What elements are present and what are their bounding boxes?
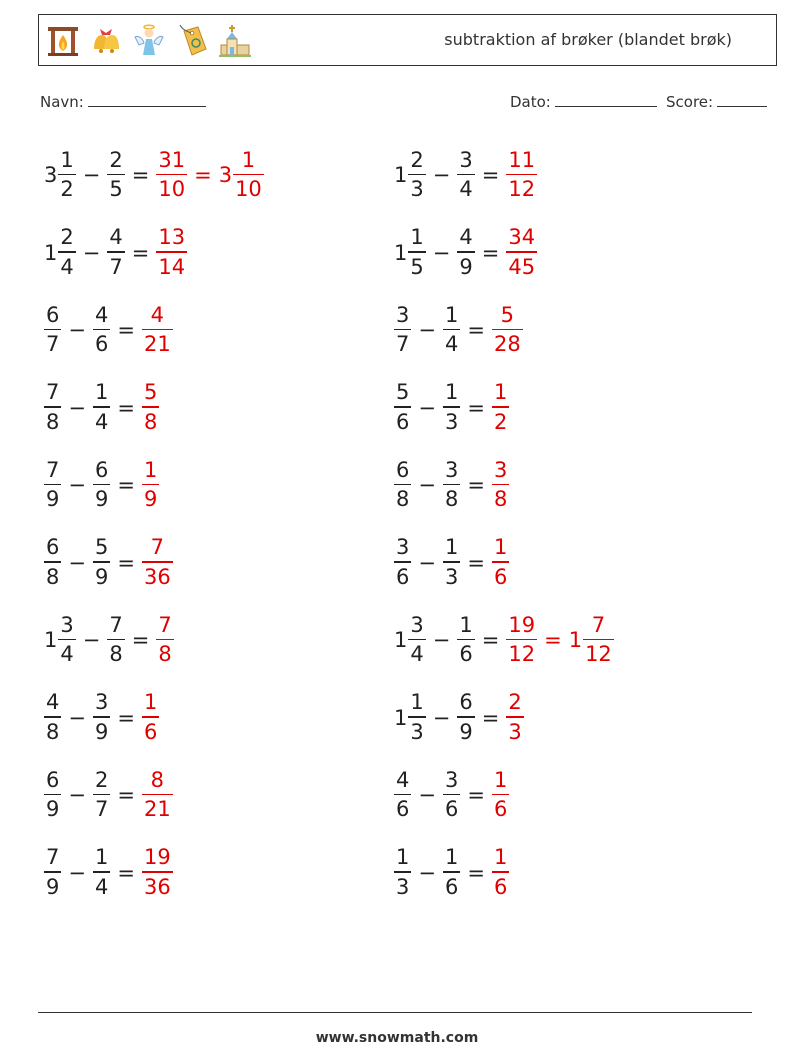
subtrahend-fraction	[443, 767, 460, 822]
subtrahend-fraction	[93, 382, 110, 433]
whole-number: 1	[394, 628, 408, 652]
denominator: 4	[410, 642, 424, 667]
problem-item	[44, 610, 174, 670]
denominator: 3	[508, 719, 522, 744]
equals-sign: =	[467, 860, 485, 885]
minuend-fraction	[408, 692, 425, 743]
whole-number: 1	[44, 628, 58, 652]
minuend-fraction	[44, 457, 61, 512]
numerator: 6	[46, 767, 60, 792]
minus-sign: −	[82, 240, 101, 265]
numerator: 7	[109, 612, 123, 637]
footer-url: www.snowmath.com	[315, 1030, 479, 1046]
denominator: 4	[94, 409, 109, 434]
subtrahend-fraction	[93, 767, 110, 822]
equals-sign: =	[467, 395, 485, 420]
denominator: 10	[158, 177, 186, 202]
subtrahend-fraction	[457, 612, 474, 667]
problem-item	[44, 378, 159, 438]
whole-number: 1	[394, 240, 408, 265]
numerator: 2	[94, 767, 109, 792]
answer-fraction	[142, 847, 173, 898]
answer-fraction	[156, 227, 187, 278]
score-line[interactable]	[717, 92, 767, 107]
denominator: 7	[46, 332, 60, 357]
equals-sign: =	[194, 163, 212, 187]
worksheet-header	[38, 14, 777, 66]
problem-item	[394, 533, 509, 593]
equals-sign: =	[117, 860, 135, 885]
numerator: 3	[444, 457, 459, 482]
numerator: 1	[143, 690, 158, 715]
subtrahend-fraction	[457, 147, 474, 202]
subtrahend-fraction	[93, 692, 110, 743]
bells-icon	[88, 23, 124, 59]
whole-number: 1	[568, 628, 583, 652]
answer-fraction	[492, 767, 509, 822]
equals-sign: =	[131, 628, 150, 652]
denominator: 9	[46, 797, 60, 822]
numerator: 1	[444, 380, 459, 405]
equals-sign: =	[467, 550, 485, 575]
answer-fraction	[142, 692, 159, 743]
numerator: 19	[143, 845, 171, 870]
angel-icon	[131, 23, 167, 59]
numerator: 6	[46, 302, 60, 327]
numerator: 5	[143, 380, 158, 405]
numerator: 1	[493, 767, 508, 792]
numerator: 1	[396, 845, 410, 870]
subtrahend-fraction	[443, 537, 460, 588]
minuend-fraction	[58, 147, 75, 202]
minuend-fraction	[394, 382, 411, 433]
denominator: 6	[459, 642, 473, 667]
name-field[interactable]	[40, 92, 206, 111]
subtrahend-fraction	[93, 537, 110, 588]
minuend-fraction	[408, 147, 425, 202]
numerator: 11	[508, 147, 536, 172]
numerator: 4	[150, 302, 165, 327]
equals-sign: =	[481, 240, 500, 265]
minus-sign: −	[418, 473, 436, 497]
numerator: 1	[444, 535, 459, 560]
answer-fraction	[492, 537, 509, 588]
whole-number: 3	[218, 163, 233, 187]
answer-mixed-fraction	[583, 612, 614, 667]
minus-sign: −	[68, 395, 86, 420]
problem-item	[394, 688, 524, 748]
minuend-fraction	[58, 227, 75, 278]
problem-item	[394, 300, 523, 360]
minus-sign: −	[418, 783, 436, 807]
minus-sign: −	[432, 705, 451, 730]
numerator: 7	[150, 535, 165, 560]
denominator: 4	[444, 332, 459, 357]
problem-item	[44, 145, 264, 205]
numerator: 3	[410, 612, 424, 637]
denominator: 6	[493, 564, 508, 589]
denominator: 9	[94, 719, 109, 744]
denominator: 12	[508, 177, 536, 202]
problem-item	[394, 610, 614, 670]
subtrahend-fraction	[93, 457, 110, 512]
score-label: Score:	[666, 93, 714, 111]
minus-sign: −	[68, 473, 86, 497]
denominator: 6	[444, 797, 459, 822]
denominator: 3	[444, 564, 459, 589]
denominator: 4	[60, 254, 74, 279]
numerator: 1	[241, 147, 256, 172]
numerator: 6	[396, 457, 410, 482]
denominator: 7	[109, 254, 123, 279]
answer-fraction	[492, 302, 523, 357]
denominator: 8	[444, 487, 459, 512]
answer-mixed-number	[568, 612, 614, 667]
numerator: 4	[109, 225, 123, 250]
numerator: 31	[158, 147, 186, 172]
date-field[interactable]	[510, 92, 657, 111]
denominator: 3	[410, 177, 424, 202]
numerator: 7	[46, 380, 60, 405]
denominator: 6	[94, 332, 109, 357]
problem-item	[44, 765, 173, 825]
denominator: 6	[444, 874, 459, 899]
answer-fraction	[492, 382, 509, 433]
score-field[interactable]	[666, 92, 767, 111]
problem-item	[44, 455, 159, 515]
minuend-fraction	[44, 767, 61, 822]
problem-item	[44, 300, 173, 360]
denominator: 6	[493, 797, 508, 822]
denominator: 6	[396, 409, 410, 434]
denominator: 12	[585, 642, 612, 667]
answer-fraction	[156, 612, 173, 667]
numerator: 3	[60, 612, 74, 637]
denominator: 4	[94, 874, 109, 899]
denominator: 6	[396, 564, 410, 589]
denominator: 8	[109, 642, 123, 667]
answer-fraction	[506, 147, 537, 202]
numerator: 2	[410, 147, 424, 172]
answer-fraction	[142, 302, 173, 357]
worksheet-title: subtraktion af brøker (blandet brøk)	[444, 30, 732, 49]
subtrahend-fraction	[107, 227, 124, 278]
answer-fraction	[506, 612, 537, 667]
numerator: 6	[459, 690, 473, 715]
denominator: 45	[508, 254, 536, 279]
denominator: 8	[46, 409, 60, 434]
denominator: 8	[46, 719, 60, 744]
numerator: 5	[396, 380, 410, 405]
denominator: 5	[109, 177, 123, 202]
numerator: 7	[158, 612, 172, 637]
subtrahend-fraction	[443, 457, 460, 512]
denominator: 9	[94, 564, 109, 589]
numerator: 34	[508, 225, 536, 250]
numerator: 1	[410, 225, 424, 250]
equals-sign: =	[481, 628, 500, 652]
numerator: 3	[94, 690, 109, 715]
denominator: 28	[493, 332, 521, 357]
minus-sign: −	[68, 550, 86, 575]
denominator: 8	[46, 564, 60, 589]
numerator: 6	[94, 457, 109, 482]
equals-sign: =	[467, 318, 485, 342]
numerator: 19	[508, 612, 536, 637]
numerator: 4	[459, 225, 473, 250]
minus-sign: −	[418, 395, 436, 420]
equals-sign: =	[481, 705, 500, 730]
date-line[interactable]	[555, 92, 657, 107]
problem-item	[44, 533, 173, 593]
minuend-fraction	[394, 767, 411, 822]
numerator: 1	[459, 612, 473, 637]
answer-fraction	[506, 692, 523, 743]
subtrahend-fraction	[443, 302, 460, 357]
problem-item	[394, 765, 509, 825]
minus-sign: −	[68, 318, 86, 342]
name-label: Navn:	[40, 93, 84, 111]
answer-fraction	[142, 382, 159, 433]
answer-mixed-number	[218, 147, 264, 202]
equals-sign: =	[117, 705, 135, 730]
answer-fraction	[492, 847, 509, 898]
denominator: 2	[60, 177, 74, 202]
minuend-fraction	[394, 302, 411, 357]
denominator: 9	[46, 487, 60, 512]
subtrahend-fraction	[107, 612, 124, 667]
fireplace-icon	[45, 23, 81, 59]
minuend-fraction	[394, 537, 411, 588]
denominator: 10	[235, 177, 262, 202]
problem-item	[394, 378, 509, 438]
problem-item	[394, 455, 509, 515]
equals-sign: =	[467, 783, 485, 807]
numerator: 6	[46, 535, 60, 560]
numerator: 2	[109, 147, 123, 172]
equals-sign: =	[467, 473, 485, 497]
denominator: 7	[396, 332, 410, 357]
numerator: 7	[46, 457, 60, 482]
denominator: 6	[143, 719, 158, 744]
denominator: 9	[459, 254, 473, 279]
denominator: 14	[158, 254, 186, 279]
denominator: 8	[143, 409, 158, 434]
gift-tag-icon	[174, 23, 210, 59]
denominator: 7	[94, 797, 109, 822]
denominator: 6	[493, 874, 508, 899]
minus-sign: −	[418, 550, 436, 575]
minus-sign: −	[418, 860, 436, 885]
equals-sign: =	[117, 473, 135, 497]
answer-fraction	[142, 457, 159, 512]
denominator: 9	[459, 719, 473, 744]
numerator: 7	[46, 845, 60, 870]
denominator: 36	[143, 564, 171, 589]
numerator: 3	[396, 302, 410, 327]
numerator: 3	[444, 767, 459, 792]
minuend-fraction	[44, 847, 61, 898]
subtrahend-fraction	[93, 302, 110, 357]
equals-sign: =	[131, 240, 150, 265]
equals-sign: =	[131, 163, 150, 187]
denominator: 5	[410, 254, 424, 279]
denominator: 12	[508, 642, 536, 667]
numerator: 3	[459, 147, 473, 172]
numerator: 1	[60, 147, 74, 172]
whole-number: 3	[44, 163, 58, 187]
minuend-fraction	[394, 457, 411, 512]
denominator: 3	[396, 874, 410, 899]
equals-sign: =	[117, 550, 135, 575]
denominator: 6	[396, 797, 410, 822]
problem-item	[394, 145, 537, 205]
denominator: 9	[94, 487, 109, 512]
denominator: 21	[143, 332, 171, 357]
minus-sign: −	[82, 628, 101, 652]
numerator: 1	[444, 845, 459, 870]
equals-sign: =	[544, 628, 562, 652]
equals-sign: =	[481, 163, 500, 187]
equals-sign: =	[117, 395, 135, 420]
numerator: 7	[591, 612, 606, 637]
numerator: 2	[60, 225, 74, 250]
subtrahend-fraction	[443, 382, 460, 433]
minuend-fraction	[58, 612, 75, 667]
date-label: Dato:	[510, 93, 551, 111]
church-icon	[217, 23, 253, 59]
numerator: 1	[143, 457, 158, 482]
denominator: 2	[493, 409, 508, 434]
minuend-fraction	[408, 227, 425, 278]
problem-item	[394, 223, 537, 283]
numerator: 13	[158, 225, 186, 250]
minus-sign: −	[82, 163, 101, 187]
subtrahend-fraction	[93, 847, 110, 898]
numerator: 1	[493, 845, 508, 870]
numerator: 1	[410, 690, 424, 715]
minus-sign: −	[68, 705, 86, 730]
equals-sign: =	[117, 318, 135, 342]
name-line[interactable]	[88, 92, 206, 107]
denominator: 3	[444, 409, 459, 434]
minus-sign: −	[418, 318, 436, 342]
minuend-fraction	[44, 302, 61, 357]
denominator: 36	[143, 874, 171, 899]
numerator: 1	[94, 380, 109, 405]
subtrahend-fraction	[457, 692, 474, 743]
minus-sign: −	[432, 628, 451, 652]
answer-fraction	[506, 227, 537, 278]
answer-mixed-fraction	[233, 147, 264, 202]
denominator: 4	[60, 642, 74, 667]
subtrahend-fraction	[107, 147, 124, 202]
problem-item	[44, 843, 173, 903]
denominator: 21	[143, 797, 171, 822]
problem-item	[394, 843, 509, 903]
equals-sign: =	[117, 783, 135, 807]
whole-number: 1	[44, 240, 58, 265]
numerator: 4	[94, 302, 109, 327]
whole-number: 1	[394, 705, 408, 730]
answer-fraction	[492, 457, 509, 512]
denominator: 4	[459, 177, 473, 202]
numerator: 8	[150, 767, 165, 792]
numerator: 3	[396, 535, 410, 560]
denominator: 9	[46, 874, 60, 899]
numerator: 3	[493, 457, 508, 482]
problem-item	[44, 223, 187, 283]
numerator: 4	[396, 767, 410, 792]
numerator: 5	[94, 535, 109, 560]
subtrahend-fraction	[443, 847, 460, 898]
denominator: 8	[158, 642, 172, 667]
numerator: 5	[500, 302, 515, 327]
numerator: 4	[46, 690, 60, 715]
minus-sign: −	[432, 163, 451, 187]
answer-fraction	[156, 147, 187, 202]
denominator: 9	[143, 487, 158, 512]
problem-item	[44, 688, 159, 748]
answer-fraction	[142, 767, 173, 822]
minus-sign: −	[68, 860, 86, 885]
minus-sign: −	[432, 240, 451, 265]
numerator: 2	[508, 690, 522, 715]
numerator: 1	[444, 302, 459, 327]
denominator: 8	[493, 487, 508, 512]
numerator: 1	[94, 845, 109, 870]
minuend-fraction	[44, 537, 61, 588]
minuend-fraction	[408, 612, 425, 667]
minus-sign: −	[68, 783, 86, 807]
answer-fraction	[142, 537, 173, 588]
numerator: 1	[493, 380, 508, 405]
whole-number: 1	[394, 163, 408, 187]
numerator: 1	[493, 535, 508, 560]
subtrahend-fraction	[457, 227, 474, 278]
footer-divider	[38, 1012, 752, 1013]
minuend-fraction	[394, 847, 411, 898]
denominator: 8	[396, 487, 410, 512]
header-icons	[45, 23, 253, 59]
minuend-fraction	[44, 382, 61, 433]
denominator: 3	[410, 719, 424, 744]
minuend-fraction	[44, 692, 61, 743]
